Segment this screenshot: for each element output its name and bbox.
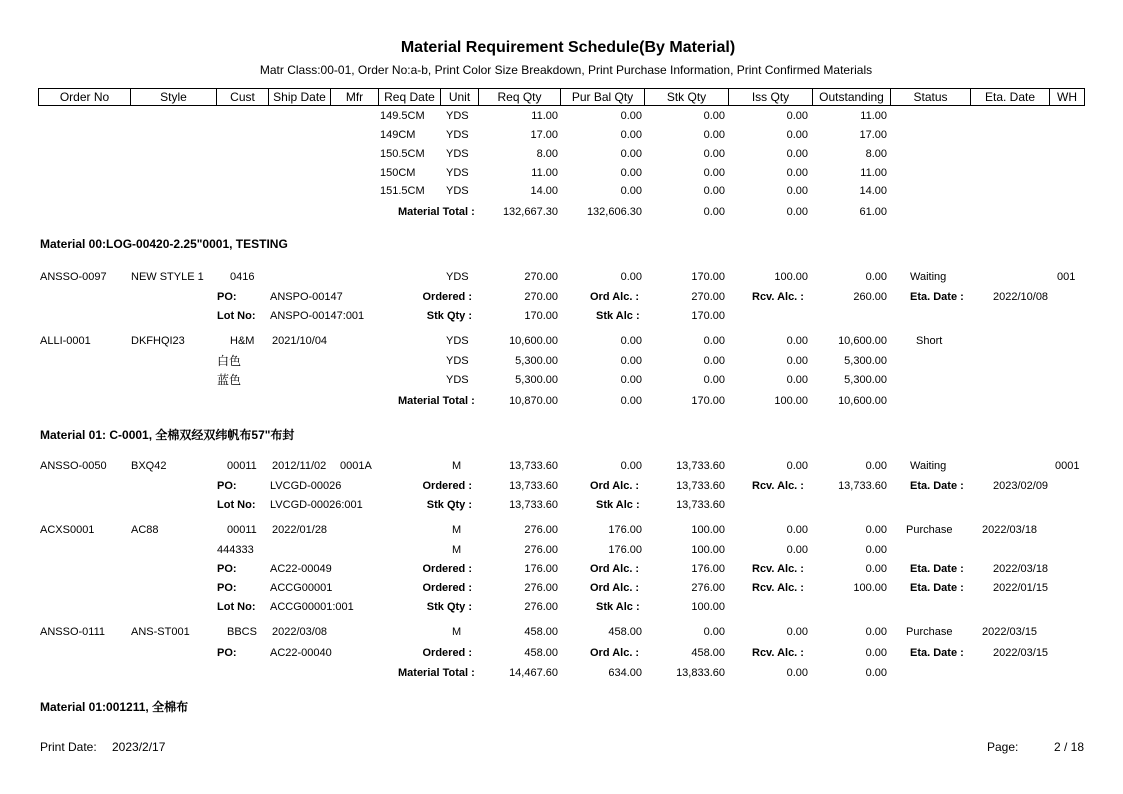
cust-cell: 0416: [230, 271, 255, 283]
stk-qty-label: Stk Qty :: [426, 310, 472, 322]
ordered-label: Ordered :: [422, 291, 472, 303]
rcv-alc-label: Rcv. Alc. :: [752, 647, 804, 659]
ord-alc-label: Ord Alc. :: [590, 291, 640, 303]
ord-alc-value: 270.00: [691, 291, 725, 303]
table-row: [0, 166, 1123, 181]
style-cell: ANS-ST001: [131, 626, 190, 638]
iss-qty-cell: 0.00: [786, 129, 808, 141]
pur-bal-cell: 0.00: [620, 185, 642, 197]
lot-row: [0, 600, 1123, 615]
material-header: Material 01: C-0001, 全棉双经双纬帆布57"布封: [40, 428, 295, 442]
outstanding-cell: 0.00: [865, 524, 887, 536]
stk-qty-label: Stk Qty :: [426, 601, 472, 613]
unit-cell: M: [452, 544, 462, 556]
iss-qty-cell: 0.00: [786, 544, 808, 556]
size-cell: 150CM: [380, 167, 416, 179]
status-cell: Short: [916, 335, 943, 347]
eta-date-value: 2022/03/18: [993, 563, 1049, 575]
col-eta-date: Eta. Date: [970, 89, 1049, 105]
pur-bal-cell: 176.00: [608, 524, 642, 536]
ord-alc-label: Ord Alc. :: [590, 563, 640, 575]
outstanding-cell: 61.00: [859, 206, 887, 218]
stk-qty-cell: 0.00: [703, 185, 725, 197]
ord-alc-value: 13,733.60: [676, 480, 725, 492]
unit-cell: YDS: [446, 110, 469, 122]
po-label: PO:: [217, 480, 237, 492]
stk-qty-value: 276.00: [524, 601, 558, 613]
report-subtitle: Matr Class:00-01, Order No:a-b, Print Color Size Breakdown, Print Purchase Information, Print Confirmed Materials: [259, 63, 873, 77]
lot-no-value: ACCG00001:001: [270, 601, 354, 613]
ord-alc-value: 176.00: [691, 563, 725, 575]
eta-date-cell: 2022/03/15: [982, 626, 1038, 638]
iss-qty-cell: 100.00: [774, 395, 808, 407]
outstanding-cell: 0.00: [865, 460, 887, 472]
report-title: Material Requirement Schedule(By Material): [400, 39, 736, 56]
iss-qty-cell: 0.00: [786, 167, 808, 179]
col-mfr: Mfr: [330, 89, 378, 105]
req-qty-cell: 10,870.00: [509, 395, 558, 407]
col-outstanding: Outstanding: [812, 89, 890, 105]
col-ship-date: Ship Date: [268, 89, 330, 105]
col-cust: Cust: [216, 89, 268, 105]
stk-qty-cell: 0.00: [703, 110, 725, 122]
pur-bal-cell: 0.00: [620, 129, 642, 141]
page-label: Page:: [987, 740, 1019, 754]
stk-qty-cell: 0.00: [703, 335, 725, 347]
iss-qty-cell: 0.00: [786, 110, 808, 122]
unit-cell: YDS: [446, 335, 469, 347]
material-header: Material 01:001211, 全棉布: [40, 700, 189, 714]
outstanding-cell: 17.00: [859, 129, 887, 141]
po-row: [0, 646, 1123, 661]
table-row: [0, 109, 1123, 124]
color-row: [0, 354, 1123, 369]
stk-qty-cell: 0.00: [703, 626, 725, 638]
req-qty-cell: 14.00: [530, 185, 558, 197]
cust-cell: H&M: [230, 335, 255, 347]
material-total-row: [0, 394, 1123, 409]
stk-qty-cell: 100.00: [691, 544, 725, 556]
unit-cell: YDS: [446, 271, 469, 283]
iss-qty-cell: 0.00: [786, 148, 808, 160]
req-qty-cell: 132,667.30: [502, 206, 558, 218]
print-date-value: 2023/2/17: [112, 740, 166, 754]
table-row: [0, 147, 1123, 162]
table-row: [0, 128, 1123, 143]
stk-alc-label: Stk Alc :: [596, 499, 640, 511]
stk-qty-cell: 170.00: [691, 395, 725, 407]
req-qty-cell: 5,300.00: [515, 374, 558, 386]
iss-qty-cell: 0.00: [786, 460, 808, 472]
outstanding-cell: 11.00: [860, 167, 887, 179]
material-total-row: [0, 205, 1123, 220]
color-cell: 蓝色: [217, 373, 242, 387]
size-cell: 149CM: [380, 129, 416, 141]
col-req-date: Req Date: [378, 89, 440, 105]
col-iss-qty: Iss Qty: [728, 89, 812, 105]
cust-cell: 00011: [227, 460, 257, 472]
iss-qty-cell: 0.00: [786, 355, 808, 367]
order-no-cell: ANSSO-0111: [40, 626, 106, 638]
ship-date-cell: 2022/03/08: [272, 626, 328, 638]
ordered-value: 458.00: [524, 647, 558, 659]
lot-row: [0, 309, 1123, 324]
pur-bal-cell: 634.00: [608, 667, 642, 679]
iss-qty-cell: 0.00: [786, 206, 808, 218]
po-label: PO:: [217, 582, 237, 594]
stk-qty-cell: 0.00: [703, 355, 725, 367]
stk-alc-label: Stk Alc :: [596, 310, 640, 322]
style-cell: BXQ42: [131, 460, 167, 472]
eta-date-value: 2022/01/15: [993, 582, 1049, 594]
table-row: [0, 334, 1123, 349]
style-cell: AC88: [131, 524, 159, 536]
ordered-label: Ordered :: [422, 647, 472, 659]
print-date-label: Print Date:: [40, 740, 97, 754]
po-label: PO:: [217, 647, 237, 659]
wh-cell: 001: [1057, 271, 1076, 283]
iss-qty-cell: 0.00: [786, 335, 808, 347]
col-pur-bal-qty: Pur Bal Qty: [560, 89, 644, 105]
outstanding-cell: 5,300.00: [844, 355, 887, 367]
pur-bal-cell: 0.00: [620, 110, 642, 122]
ord-alc-value: 458.00: [691, 647, 725, 659]
wh-cell: 0001: [1055, 460, 1080, 472]
stk-qty-cell: 170.00: [691, 271, 725, 283]
rcv-alc-value: 13,733.60: [838, 480, 887, 492]
rcv-alc-label: Rcv. Alc. :: [752, 291, 804, 303]
table-row: [0, 459, 1123, 474]
unit-cell: YDS: [446, 374, 469, 386]
req-qty-cell: 276.00: [524, 524, 558, 536]
stk-qty-cell: 13,833.60: [676, 667, 725, 679]
req-qty-cell: 13,733.60: [509, 460, 558, 472]
table-row: [0, 184, 1123, 199]
size-cell: 151.5CM: [380, 185, 425, 197]
lot-no-label: Lot No:: [217, 310, 256, 322]
ordered-value: 276.00: [524, 582, 558, 594]
po-row: [0, 581, 1123, 596]
po-number: AC22-00049: [270, 563, 332, 575]
stk-qty-value: 170.00: [524, 310, 558, 322]
unit-cell: YDS: [446, 355, 469, 367]
iss-qty-cell: 0.00: [786, 524, 808, 536]
stk-qty-cell: 100.00: [691, 524, 725, 536]
ship-date-cell: 2022/01/28: [272, 524, 328, 536]
ship-date-cell: 2021/10/04: [272, 335, 328, 347]
pur-bal-cell: 0.00: [620, 460, 642, 472]
ord-alc-label: Ord Alc. :: [590, 647, 640, 659]
iss-qty-cell: 0.00: [786, 626, 808, 638]
outstanding-cell: 10,600.00: [838, 335, 887, 347]
outstanding-cell: 10,600.00: [838, 395, 887, 407]
req-qty-cell: 276.00: [524, 544, 558, 556]
req-qty-cell: 8.00: [536, 148, 558, 160]
stk-qty-cell: 0.00: [703, 129, 725, 141]
lot-no-value: ANSPO-00147:001: [270, 310, 365, 322]
pur-bal-cell: 132,606.30: [586, 206, 642, 218]
eta-date-value: 2023/02/09: [993, 480, 1049, 492]
outstanding-cell: 5,300.00: [844, 374, 887, 386]
color-cell: 白色: [217, 354, 242, 368]
size-cell: 149.5CM: [380, 110, 425, 122]
unit-cell: M: [452, 626, 462, 638]
col-req-qty: Req Qty: [478, 89, 560, 105]
material-header: Material 00:LOG-00420-2.25"0001, TESTING: [40, 237, 288, 251]
pur-bal-cell: 0.00: [620, 167, 642, 179]
stk-qty-cell: 0.00: [703, 374, 725, 386]
sub-row: [0, 543, 1123, 558]
eta-date-cell: 2022/03/18: [982, 524, 1038, 536]
stk-qty-cell: 0.00: [703, 206, 725, 218]
ord-alc-label: Ord Alc. :: [590, 480, 640, 492]
status-cell: Waiting: [910, 271, 947, 283]
ship-date-cell: 2012/11/02: [272, 460, 327, 472]
outstanding-cell: 8.00: [865, 148, 887, 160]
po-label: PO:: [217, 563, 237, 575]
lot-row: [0, 498, 1123, 513]
col-status: Status: [890, 89, 970, 105]
pur-bal-cell: 0.00: [620, 374, 642, 386]
ordered-value: 270.00: [524, 291, 558, 303]
color-row: [0, 373, 1123, 388]
ord-alc-value: 276.00: [691, 582, 725, 594]
style-cell: DKFHQI23: [131, 335, 185, 347]
order-no-cell: ACXS0001: [40, 524, 95, 536]
pur-bal-cell: 0.00: [620, 355, 642, 367]
lot-no-label: Lot No:: [217, 601, 256, 613]
pur-bal-cell: 0.00: [620, 335, 642, 347]
material-total-label: Material Total :: [398, 667, 475, 679]
po-number: AC22-00040: [270, 647, 332, 659]
iss-qty-cell: 0.00: [786, 667, 808, 679]
rcv-alc-value: 0.00: [865, 563, 887, 575]
stk-alc-value: 170.00: [691, 310, 725, 322]
pur-bal-cell: 0.00: [620, 148, 642, 160]
order-no-cell: ALLI-0001: [40, 335, 91, 347]
unit-cell: YDS: [446, 148, 469, 160]
lot-no-value: LVCGD-00026:001: [270, 499, 363, 511]
cust-cell: BBCS: [227, 626, 257, 638]
stk-qty-label: Stk Qty :: [426, 499, 472, 511]
rcv-alc-label: Rcv. Alc. :: [752, 563, 804, 575]
ordered-label: Ordered :: [422, 582, 472, 594]
outstanding-cell: 0.00: [865, 667, 887, 679]
iss-qty-cell: 0.00: [786, 185, 808, 197]
eta-date-label: Eta. Date :: [910, 291, 964, 303]
pur-bal-cell: 0.00: [620, 395, 642, 407]
unit-cell: M: [452, 460, 462, 472]
pur-bal-cell: 176.00: [608, 544, 642, 556]
eta-date-value: 2022/10/08: [993, 291, 1049, 303]
stk-alc-value: 100.00: [691, 601, 725, 613]
po-row: [0, 479, 1123, 494]
rcv-alc-label: Rcv. Alc. :: [752, 480, 804, 492]
po-number: ANSPO-00147: [270, 291, 343, 303]
iss-qty-cell: 100.00: [774, 271, 808, 283]
req-qty-cell: 14,467.60: [509, 667, 558, 679]
req-qty-cell: 270.00: [524, 271, 558, 283]
sub-code-cell: 444333: [217, 544, 254, 556]
eta-date-label: Eta. Date :: [910, 647, 964, 659]
req-qty-cell: 11.00: [531, 167, 558, 179]
unit-cell: YDS: [446, 185, 469, 197]
iss-qty-cell: 0.00: [786, 374, 808, 386]
ordered-label: Ordered :: [422, 480, 472, 492]
eta-date-label: Eta. Date :: [910, 480, 964, 492]
order-no-cell: ANSSO-0097: [40, 271, 107, 283]
stk-alc-value: 13,733.60: [676, 499, 725, 511]
pur-bal-cell: 0.00: [620, 271, 642, 283]
req-qty-cell: 11.00: [531, 110, 558, 122]
eta-date-value: 2022/03/15: [993, 647, 1049, 659]
col-stk-qty: Stk Qty: [644, 89, 728, 105]
cust-cell: 00011: [227, 524, 257, 536]
stk-qty-cell: 0.00: [703, 167, 725, 179]
status-cell: Purchase: [906, 524, 953, 536]
rcv-alc-value: 100.00: [853, 582, 887, 594]
ordered-value: 13,733.60: [509, 480, 558, 492]
outstanding-cell: 14.00: [859, 185, 887, 197]
material-total-label: Material Total :: [398, 206, 475, 218]
unit-cell: M: [452, 524, 462, 536]
rcv-alc-label: Rcv. Alc. :: [752, 582, 804, 594]
table-row: [0, 523, 1123, 538]
pur-bal-cell: 458.00: [608, 626, 642, 638]
rcv-alc-value: 260.00: [853, 291, 887, 303]
stk-alc-label: Stk Alc :: [596, 601, 640, 613]
column-header-row: [38, 88, 1085, 106]
po-row: [0, 290, 1123, 305]
po-row: [0, 562, 1123, 577]
outstanding-cell: 0.00: [865, 626, 887, 638]
mfr-cell: 0001A: [340, 460, 372, 472]
col-order-no: Order No: [59, 90, 110, 104]
stk-qty-value: 13,733.60: [509, 499, 558, 511]
unit-cell: YDS: [446, 167, 469, 179]
lot-no-label: Lot No:: [217, 499, 256, 511]
ordered-value: 176.00: [524, 563, 558, 575]
po-number: LVCGD-00026: [270, 480, 342, 492]
unit-cell: YDS: [446, 129, 469, 141]
rcv-alc-value: 0.00: [865, 647, 887, 659]
po-label: PO:: [217, 291, 237, 303]
ord-alc-label: Ord Alc. :: [590, 582, 640, 594]
table-row: [0, 625, 1123, 640]
col-unit: Unit: [440, 89, 478, 105]
col-style: Style: [130, 89, 216, 105]
stk-qty-cell: 0.00: [703, 148, 725, 160]
status-cell: Waiting: [910, 460, 947, 472]
req-qty-cell: 5,300.00: [515, 355, 558, 367]
table-row: [0, 270, 1123, 285]
eta-date-label: Eta. Date :: [910, 563, 964, 575]
outstanding-cell: 0.00: [865, 271, 887, 283]
req-qty-cell: 10,600.00: [509, 335, 558, 347]
size-cell: 150.5CM: [380, 148, 425, 160]
ordered-label: Ordered :: [422, 563, 472, 575]
outstanding-cell: 0.00: [865, 544, 887, 556]
po-number: ACCG00001: [270, 582, 333, 594]
style-cell: NEW STYLE 1: [131, 271, 204, 283]
material-total-label: Material Total :: [398, 395, 475, 407]
outstanding-cell: 11.00: [860, 110, 887, 122]
status-cell: Purchase: [906, 626, 953, 638]
stk-qty-cell: 13,733.60: [676, 460, 725, 472]
eta-date-label: Eta. Date :: [910, 582, 964, 594]
req-qty-cell: 17.00: [530, 129, 558, 141]
col-wh: WH: [1049, 89, 1084, 105]
page-number: 2 / 18: [1054, 740, 1085, 754]
order-no-cell: ANSSO-0050: [40, 460, 107, 472]
material-total-row: [0, 666, 1123, 681]
req-qty-cell: 458.00: [524, 626, 558, 638]
